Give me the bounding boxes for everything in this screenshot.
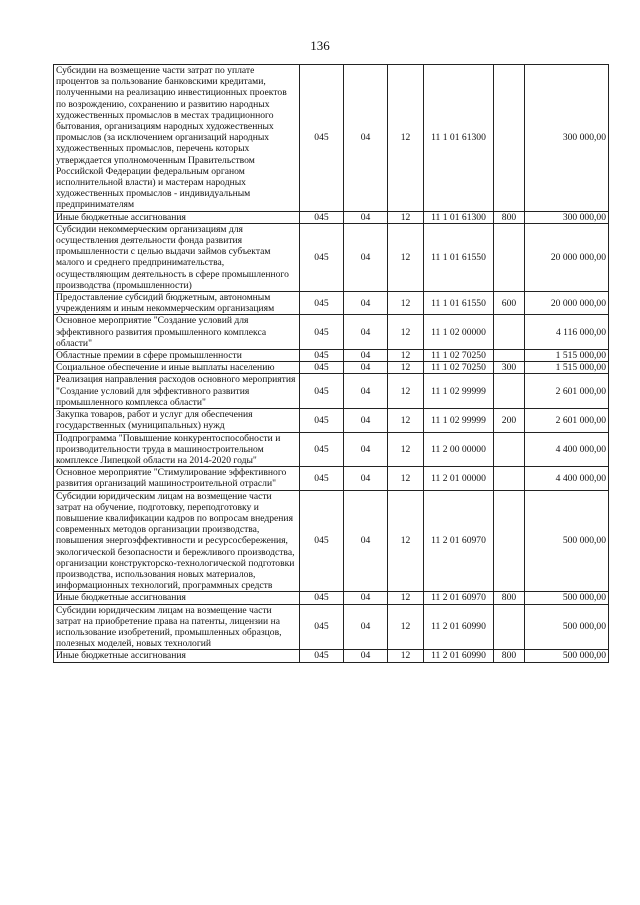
row-gr: 045 <box>300 432 344 467</box>
row-sum: 1 515 000,00 <box>525 350 609 362</box>
row-rz: 04 <box>344 604 388 650</box>
row-pr: 12 <box>388 65 424 212</box>
row-csr: 11 2 01 00000 <box>424 467 494 490</box>
row-pr: 12 <box>388 211 424 223</box>
row-name: Социальное обеспечение и иные выплаты населению <box>54 362 300 374</box>
row-pr: 12 <box>388 350 424 362</box>
row-vr <box>494 374 525 409</box>
row-csr: 11 1 02 99999 <box>424 374 494 409</box>
row-csr: 11 1 02 99999 <box>424 409 494 432</box>
row-gr: 045 <box>300 604 344 650</box>
row-gr: 045 <box>300 65 344 212</box>
row-sum: 300 000,00 <box>525 211 609 223</box>
row-csr: 11 1 01 61550 <box>424 292 494 315</box>
budget-table-body <box>54 65 609 663</box>
row-gr: 045 <box>300 374 344 409</box>
row-vr <box>494 432 525 467</box>
row-rz: 04 <box>344 65 388 212</box>
row-name: Субсидии на возмещение части затрат по уплате процентов за пользование банковскими кредитами, полученными на реализацию инвестиционных проектов по возрождению, сохранению и развитию народных художественных промыслов в местах традиционного бытования, организациям народных художественных промыслов (за исключением организаций народных художественных промыслов, перечень которых утверждается уполномоченным Правительством Российской Федерации федеральным органом исполнительной власти) и мастерам народных художественных промыслов - индивидуальным предпринимателям <box>54 65 300 212</box>
table-row <box>54 650 609 662</box>
row-csr: 11 2 01 60990 <box>424 604 494 650</box>
row-name: Основное мероприятие "Стимулирование эффективного развития организаций машиностроительной отрасли" <box>54 467 300 490</box>
row-rz: 04 <box>344 490 388 592</box>
row-pr: 12 <box>388 409 424 432</box>
row-vr <box>494 65 525 212</box>
row-gr: 045 <box>300 211 344 223</box>
row-vr <box>494 223 525 291</box>
row-vr: 800 <box>494 592 525 604</box>
table-row <box>54 65 609 212</box>
row-name: Субсидии некоммерческим организациям для осуществления деятельности фонда развития промышленности с целью выдачи займов субъектам малого и среднего предпринимательства, осуществляющим деятельность в сфере промышленного производства (промышленности) <box>54 223 300 291</box>
table-row <box>54 409 609 432</box>
row-csr: 11 1 01 61300 <box>424 211 494 223</box>
row-name: Иные бюджетные ассигнования <box>54 211 300 223</box>
row-rz: 04 <box>344 223 388 291</box>
row-rz: 04 <box>344 409 388 432</box>
row-csr: 11 2 01 60990 <box>424 650 494 662</box>
row-gr: 045 <box>300 650 344 662</box>
row-sum: 300 000,00 <box>525 65 609 212</box>
table-row <box>54 292 609 315</box>
row-csr: 11 1 01 61550 <box>424 223 494 291</box>
row-sum: 2 601 000,00 <box>525 374 609 409</box>
row-name: Областные премии в сфере промышленности <box>54 350 300 362</box>
table-row <box>54 592 609 604</box>
table-row <box>54 223 609 291</box>
row-csr: 11 2 01 60970 <box>424 490 494 592</box>
row-pr: 12 <box>388 592 424 604</box>
row-gr: 045 <box>300 409 344 432</box>
row-vr: 200 <box>494 409 525 432</box>
row-vr <box>494 350 525 362</box>
row-rz: 04 <box>344 350 388 362</box>
row-pr: 12 <box>388 490 424 592</box>
row-name: Закупка товаров, работ и услуг для обеспечения государственных (муниципальных) нужд <box>54 409 300 432</box>
row-pr: 12 <box>388 292 424 315</box>
row-rz: 04 <box>344 211 388 223</box>
row-rz: 04 <box>344 432 388 467</box>
row-pr: 12 <box>388 432 424 467</box>
row-csr: 11 1 02 70250 <box>424 362 494 374</box>
row-pr: 12 <box>388 223 424 291</box>
row-vr: 300 <box>494 362 525 374</box>
row-csr: 11 2 01 60970 <box>424 592 494 604</box>
row-pr: 12 <box>388 604 424 650</box>
row-rz: 04 <box>344 592 388 604</box>
table-row <box>54 211 609 223</box>
budget-table <box>53 64 609 663</box>
row-name: Основное мероприятие "Создание условий для эффективного развития промышленного комплекса области" <box>54 315 300 350</box>
row-sum: 4 400 000,00 <box>525 432 609 467</box>
row-pr: 12 <box>388 467 424 490</box>
row-gr: 045 <box>300 467 344 490</box>
row-name: Предоставление субсидий бюджетным, автономным учреждениям и иным некоммерческим организациям <box>54 292 300 315</box>
table-row <box>54 604 609 650</box>
row-sum: 2 601 000,00 <box>525 409 609 432</box>
row-gr: 045 <box>300 223 344 291</box>
row-rz: 04 <box>344 467 388 490</box>
row-sum: 500 000,00 <box>525 604 609 650</box>
row-gr: 045 <box>300 592 344 604</box>
row-name: Реализация направления расходов основного мероприятия "Создание условий для эффективного развития промышленного комплекса области" <box>54 374 300 409</box>
row-gr: 045 <box>300 490 344 592</box>
row-sum: 500 000,00 <box>525 490 609 592</box>
row-sum: 4 116 000,00 <box>525 315 609 350</box>
row-name: Субсидии юридическим лицам на возмещение части затрат на обучение, подготовку, переподготовку и повышение квалификации кадров по вопросам внедрения современных методов организации производства, повышения энергоэффективности и ресурсосбережения, экологической безопасности и бережливого производства, организации конструкторско-технологической подготовки производства, использования новых материалов, информационных технологий, программных средств <box>54 490 300 592</box>
row-sum: 500 000,00 <box>525 592 609 604</box>
row-pr: 12 <box>388 362 424 374</box>
row-name: Иные бюджетные ассигнования <box>54 650 300 662</box>
table-row <box>54 315 609 350</box>
row-rz: 04 <box>344 374 388 409</box>
row-name: Субсидии юридическим лицам на возмещение части затрат на приобретение права на патенты, лицензии на использование изобретений, промышленных образцов, полезных моделей, новых технологий <box>54 604 300 650</box>
row-sum: 4 400 000,00 <box>525 467 609 490</box>
table-row <box>54 362 609 374</box>
row-vr <box>494 467 525 490</box>
table-row <box>54 490 609 592</box>
row-pr: 12 <box>388 315 424 350</box>
table-row <box>54 374 609 409</box>
row-vr <box>494 604 525 650</box>
row-pr: 12 <box>388 374 424 409</box>
row-csr: 11 1 02 70250 <box>424 350 494 362</box>
page-number: 136 <box>310 38 330 53</box>
row-sum: 500 000,00 <box>525 650 609 662</box>
row-rz: 04 <box>344 362 388 374</box>
row-gr: 045 <box>300 292 344 315</box>
row-vr <box>494 315 525 350</box>
row-rz: 04 <box>344 650 388 662</box>
table-row <box>54 350 609 362</box>
row-sum: 20 000 000,00 <box>525 292 609 315</box>
row-vr: 600 <box>494 292 525 315</box>
row-pr: 12 <box>388 650 424 662</box>
row-gr: 045 <box>300 350 344 362</box>
row-vr: 800 <box>494 650 525 662</box>
row-csr: 11 2 00 00000 <box>424 432 494 467</box>
row-vr <box>494 490 525 592</box>
row-rz: 04 <box>344 292 388 315</box>
row-vr: 800 <box>494 211 525 223</box>
table-row <box>54 467 609 490</box>
row-gr: 045 <box>300 362 344 374</box>
row-csr: 11 1 02 00000 <box>424 315 494 350</box>
row-csr: 11 1 01 61300 <box>424 65 494 212</box>
row-name: Подпрограмма "Повышение конкурентоспособности и производительности труда в машиностроительном комплексе Липецкой области на 2014-2020 годы" <box>54 432 300 467</box>
row-sum: 20 000 000,00 <box>525 223 609 291</box>
row-sum: 1 515 000,00 <box>525 362 609 374</box>
row-gr: 045 <box>300 315 344 350</box>
row-name: Иные бюджетные ассигнования <box>54 592 300 604</box>
row-rz: 04 <box>344 315 388 350</box>
table-row <box>54 432 609 467</box>
